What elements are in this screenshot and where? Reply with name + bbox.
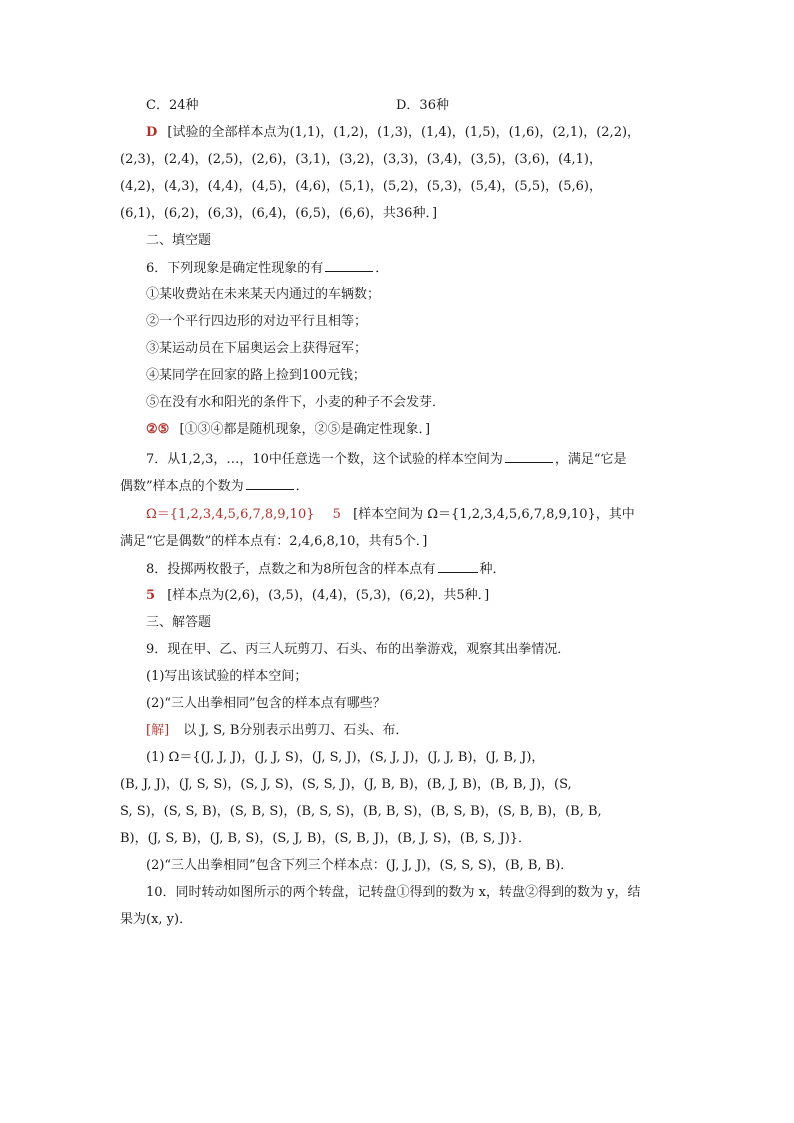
q9-solution-line1: (1) Ω＝{(J, J, J)，(J, J, S)，(J, S, J)，(S, J, J)，(J, J, B)，(J, B, J)， xyxy=(146,750,545,765)
q6-stem-end: ． xyxy=(375,261,389,276)
q6-stem xyxy=(146,258,680,279)
q6-item-5: ⑤在没有水和阳光的条件下，小麦的种子不会发芽． xyxy=(146,395,446,410)
q9-stem: 9．现在甲、乙、丙三人玩剪刀、石头、布的出拳游戏，观察其出拳情况． xyxy=(146,642,571,657)
q8-stem xyxy=(146,559,680,580)
q8-answer: 5 xyxy=(146,588,156,603)
q9-solution-intro xyxy=(146,721,680,741)
q7-stem-text2: 偶数”样本点的个数为 xyxy=(120,479,244,494)
q9-solution-line4: B)，(J, S, B)，(J, B, S)，(S, J, B)，(S, B, J)，(B, J, S)，(B, S, J)}． xyxy=(120,831,532,846)
q5-exp-text1: [试验的全部样本点为(1,1)，(1,2)，(1,3)，(1,4)，(1,5)，(1,6)，(2,1)，(2,2)， xyxy=(167,125,641,140)
q9-jie-label: [解] xyxy=(146,723,170,738)
q9-sol-text0: 以 J, S, B分别表示出剪刀、石头、布． xyxy=(183,723,409,738)
q8-exp-text: [样本点为(2,6)，(3,5)，(4,4)，(5,3)，(6,2)，共5种．] xyxy=(167,588,490,603)
q7-blank-2 xyxy=(246,476,294,490)
q9-part-1: (1)写出该试验的样本空间； xyxy=(146,669,308,684)
q8-stem-text: 8．投掷两枚骰子，点数之和为8所包含的样本点有 xyxy=(146,562,436,577)
q6-answer: ②⑤ xyxy=(146,422,170,437)
q6-item-1: ①某收费站在未来某天内通过的车辆数； xyxy=(146,287,381,302)
q6-exp-text: [①③④都是随机现象，②⑤是确定性现象．] xyxy=(179,422,431,437)
section-answer: 三、解答题 xyxy=(146,615,212,630)
q7-answer-2: 5 xyxy=(332,507,341,522)
q7-answer-1: Ω＝{1,2,3,4,5,6,7,8,9,10} xyxy=(146,507,315,522)
q5-option-d: D．36种 xyxy=(396,98,449,113)
q6-blank xyxy=(325,258,373,272)
q8-stem-end: 种． xyxy=(479,562,506,577)
q6-explanation xyxy=(146,420,680,440)
q9-part-2: (2)“三人出拳相同”包含的样本点有哪些？ xyxy=(146,696,386,711)
q7-stem-line1 xyxy=(146,449,680,470)
q10-stem-line2: 果为(x, y)． xyxy=(120,912,193,927)
q7-exp-text1: [样本空间为 Ω＝{1,2,3,4,5,6,7,8,9,10}，其中 xyxy=(353,507,635,522)
q7-stem-end1: ，满足“它是 xyxy=(554,452,627,467)
q5-options xyxy=(146,96,680,116)
q6-item-2: ②一个平行四边形的对边平行且相等； xyxy=(146,314,368,329)
q5-explanation-line1 xyxy=(146,123,680,143)
q6-item-4: ④某同学在回家的路上捡到100元钱； xyxy=(146,368,366,383)
q7-blank-1 xyxy=(505,449,553,463)
q7-explanation-line1 xyxy=(146,505,680,525)
q8-explanation xyxy=(146,586,680,606)
q9-solution-line5: (2)“三人出拳相同”包含下列三个样本点：(J, J, J)，(S, S, S)，(B, B, B)． xyxy=(146,858,574,873)
q7-explanation-line2: 满足“它是偶数”的样本点有：2,4,6,8,10，共有5个．] xyxy=(120,534,428,549)
q6-item-3: ③某运动员在下届奥运会上获得冠军； xyxy=(146,341,368,356)
q5-explanation-line2: (2,3)，(2,4)，(2,5)，(2,6)，(3,1)，(3,2)，(3,3)，(3,4)，(3,5)，(3,6)，(4,1)， xyxy=(120,152,602,167)
q5-explanation-line3: (4,2)，(4,3)，(4,4)，(4,5)，(4,6)，(5,1)，(5,2)，(5,3)，(5,4)，(5,5)，(5,6)， xyxy=(120,179,602,194)
q9-solution-line2: (B, J, J)，(J, S, S)，(S, J, S)，(S, S, J)，(J, B, B)，(B, J, B)，(B, B, J)，(S, xyxy=(120,777,572,792)
section-fill-in: 二、填空题 xyxy=(146,233,212,248)
q9-solution-line3: S, S)，(S, S, B)，(S, B, S)，(B, S, S)，(B, B, S)，(B, S, B)，(S, B, B)，(B, B, xyxy=(120,804,602,819)
q7-stem-line2 xyxy=(120,476,680,497)
q6-stem-text: 6．下列现象是确定性现象的有 xyxy=(146,261,324,276)
q7-stem-text1: 7．从1,2,3，…，10中任意选一个数，这个试验的样本空间为 xyxy=(146,452,503,467)
q10-stem-line1: 10．同时转动如图所示的两个转盘，记转盘①得到的数为 x，转盘②得到的数为 y，结 xyxy=(146,885,641,900)
q5-option-c: C．24种 xyxy=(146,98,199,113)
q5-answer: D xyxy=(146,125,158,140)
q7-stem-end2: ． xyxy=(295,479,309,494)
q5-explanation-line4: (6,1)，(6,2)，(6,3)，(6,4)，(6,5)，(6,6)，共36种．] xyxy=(120,206,438,221)
q8-blank xyxy=(438,559,478,573)
